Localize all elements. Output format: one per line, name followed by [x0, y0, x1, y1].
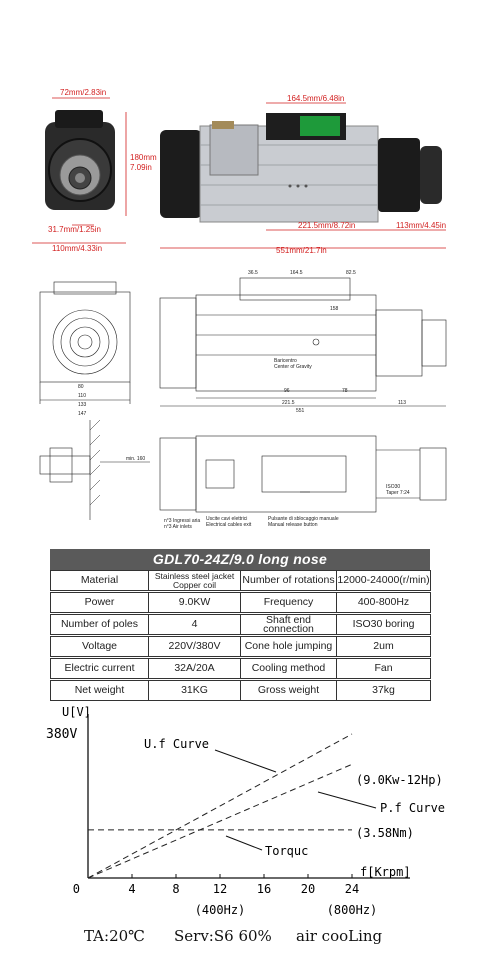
cad-min-dim: min. 160 [126, 456, 146, 462]
spindle-side-view [160, 113, 442, 222]
spec-cell-l1: Net weight [50, 680, 149, 701]
spec-cell-l1: Number of poles [50, 614, 149, 635]
dim-height-in: 7.09in [130, 163, 152, 172]
uf-curve-arrow [215, 750, 276, 772]
x-tick-label: 20 [300, 882, 316, 896]
cad-nose-length: 113 [398, 400, 406, 406]
spec-cell-l2: Gross weight [240, 680, 337, 701]
ambient-temperature: TA:20℃ [84, 927, 145, 945]
dim-height-mm: 180mm [130, 153, 157, 162]
y-axis-label: U[V] [62, 705, 91, 719]
cad-taper-ratio: Taper 7:24 [386, 490, 410, 496]
cad-air-inlets-en: n°3 Air inlets [164, 524, 192, 530]
dim-total-length: 551mm/21.7in [276, 246, 327, 255]
spec-cell-l1: Electric current [50, 658, 149, 679]
x-tick-label: 16 [256, 882, 272, 896]
x-tick-label: 4 [128, 882, 136, 896]
service-duty: Serv:S6 60% [174, 927, 272, 945]
spec-row [50, 658, 430, 679]
spec-cell-v2: ISO30 boring [336, 614, 431, 635]
performance-curve-chart [0, 700, 480, 922]
spec-cell-v2: 2um [336, 636, 431, 657]
spec-cell-l1: Voltage [50, 636, 149, 657]
uf-curve-label: U.f Curve [144, 737, 210, 751]
cad-center-gravity: Center of Gravity [274, 364, 312, 370]
power-annotation: (9.0Kw-12Hp) [356, 773, 443, 787]
cad-dim-80: 80 [78, 384, 84, 390]
cad-dim-110: 110 [78, 393, 86, 399]
torque-arrow [226, 836, 262, 850]
spec-cell-l2: Shaft end connection [240, 614, 337, 635]
spec-cell-v1: 9.0KW [148, 592, 241, 613]
x-tick-label: 24 [344, 882, 360, 896]
spec-cell-v1: 31KG [148, 680, 241, 701]
spec-cell-l1: Material [50, 570, 149, 591]
cad-dim-133: 133 [78, 402, 87, 408]
spindle-front-view [45, 110, 115, 210]
dim-nose-length: 113mm/4.45in [396, 221, 447, 230]
torque-label: Torquc [265, 844, 309, 858]
cad-taper-iso: ISO30 [386, 484, 401, 490]
spec-row [50, 636, 430, 657]
torque-annotation: (3.58Nm) [356, 826, 414, 840]
spec-table-title: GDL70-24Z/9.0 long nose [50, 549, 430, 570]
spec-cell-v2: Fan [336, 658, 431, 679]
cad-dim-147: 147 [78, 411, 87, 417]
cad-dim-96: 96 [284, 388, 290, 394]
spec-cell-v2: 37kg [336, 680, 431, 701]
dim-nose-diameter: 31.7mm/1.25in [48, 225, 101, 234]
spec-cell-l1: Power [50, 592, 149, 613]
frequency-label: (800Hz) [326, 903, 378, 917]
operating-conditions [0, 922, 480, 962]
spec-cell-v2: 12000-24000(r/min) [336, 570, 431, 591]
x-tick-label: 8 [172, 882, 180, 896]
cad-cable-exit-it: Uscite cavi elettrici [206, 516, 248, 522]
x-tick-label: 12 [212, 882, 228, 896]
cad-manual-release-en: Manual release button [268, 522, 318, 528]
spec-cell-v1: 220V/380V [148, 636, 241, 657]
series-line [88, 734, 352, 878]
cooling-type: air cooLing [296, 927, 383, 945]
spindle-photo-views [0, 0, 480, 270]
cad-body-length: 221.5 [282, 400, 295, 406]
cad-air-inlets-it: n°3 Ingressi aria [164, 518, 201, 524]
spec-cell-v1: 4 [148, 614, 241, 635]
cad-cable-exit-en: Electrical cables exit [206, 522, 252, 528]
spec-cell-v2: 400-800Hz [336, 592, 431, 613]
cad-dim-365: 36.5 [248, 270, 258, 276]
pf-curve-arrow [318, 792, 376, 808]
spec-cell-l2: Number of rotations [240, 570, 337, 591]
spec-cell-l2: Frequency [240, 592, 337, 613]
dim-body-length: 221.5mm/8.72in [298, 221, 356, 230]
spec-cell-l2: Cooling method [240, 658, 337, 679]
spec-row [50, 570, 430, 591]
cad-dim-78: 78 [342, 388, 348, 394]
cad-total-length: 551 [296, 408, 305, 414]
technical-drawings [0, 270, 480, 545]
cad-side-view [160, 270, 446, 414]
cad-manual-release-it: Pulsante di sblocaggio manuale [268, 516, 339, 522]
dim-width-top: 72mm/2.83in [60, 88, 107, 97]
series-line [88, 764, 352, 878]
pf-curve-label: P.f Curve [380, 801, 446, 815]
cad-bracket-detail [40, 420, 150, 520]
spec-cell-v1: 32A/20A [148, 658, 241, 679]
spec-cell-l2: Cone hole jumping [240, 636, 337, 657]
frequency-label: (400Hz) [194, 903, 246, 917]
cad-dim-825: 82.5 [346, 270, 356, 276]
cad-bottom-view [160, 436, 446, 530]
cad-top-length: 164.5 [290, 270, 303, 276]
x-axis-label: f[Krpm] [360, 865, 411, 879]
spec-row [50, 614, 430, 635]
x-tick-label: 0 [72, 882, 80, 896]
spec-row [50, 592, 430, 613]
spec-row [50, 680, 430, 701]
dim-width-bottom: 110mm/4.33in [52, 244, 103, 253]
cad-dim-158: 158 [330, 306, 339, 312]
cad-baricentro: Baricentro [274, 358, 297, 364]
spec-cell-v1: Stainless steel jacket Copper coil [148, 570, 241, 591]
y-tick-380v: 380V [46, 727, 78, 742]
cad-front-view [40, 282, 130, 417]
dim-top-box: 164.5mm/6.48in [287, 94, 345, 103]
